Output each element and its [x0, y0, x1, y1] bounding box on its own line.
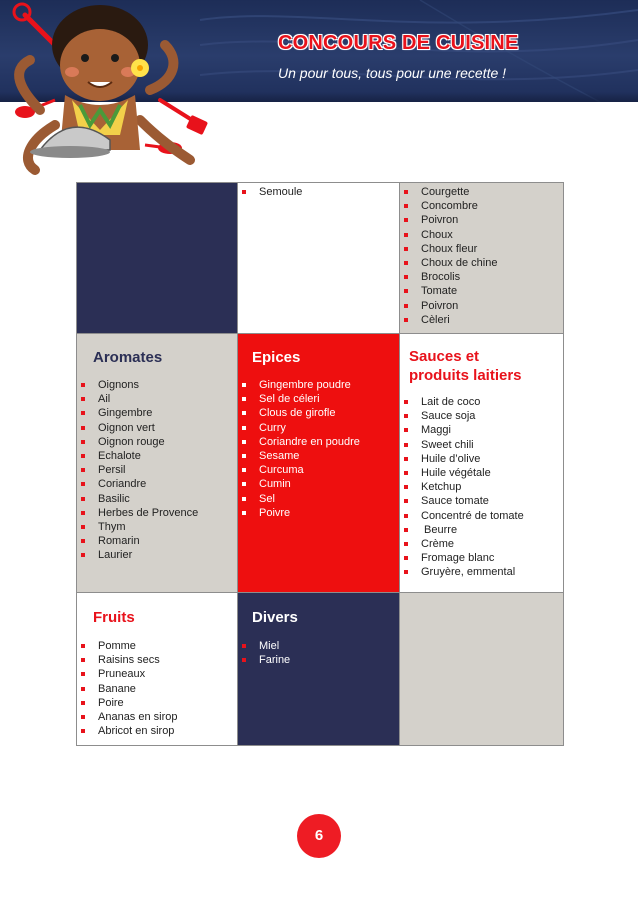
list-item: Banane [77, 682, 237, 696]
list-item: Tomate [400, 284, 563, 298]
grid-cell-sauces [400, 334, 564, 593]
list-item: Oignon vert [77, 421, 237, 435]
table-row [77, 334, 564, 593]
list-item: Concombre [400, 199, 563, 213]
list-item: Gruyère, emmental [400, 565, 563, 579]
list-item: Farine [238, 653, 399, 667]
list-item: Sel [238, 492, 399, 506]
list-item: Lait de coco [400, 395, 563, 409]
list-item: Coriandre en poudre [238, 435, 399, 449]
list-item: Pruneaux [77, 667, 237, 681]
list-item: Sauce soja [400, 409, 563, 423]
list-item: Sesame [238, 449, 399, 463]
grid-cell-empty [400, 593, 564, 746]
list-item: Poivron [400, 213, 563, 227]
list-item: Semoule [238, 185, 399, 199]
list-item: Fromage blanc [400, 551, 563, 565]
list-aromates [77, 367, 237, 563]
list-item: Poivre [238, 506, 399, 520]
grid-cell-divers [238, 593, 400, 746]
section-title-line: produits laitiers [409, 367, 522, 384]
list-item: Concentré de tomate [400, 509, 563, 523]
list-item: Abricot en sirop [77, 724, 237, 738]
section-title-epices: Epices [252, 349, 301, 366]
list-item: Miel [238, 639, 399, 653]
list-item: Oignons [77, 378, 237, 392]
list-item: Ail [77, 392, 237, 406]
list-item: Choux fleur [400, 242, 563, 256]
list-item: Huile d’olive [400, 452, 563, 466]
list-legumes-continued [400, 183, 563, 327]
list-item: Laurier [77, 548, 237, 562]
mascot-chef-illustration [0, 0, 215, 182]
list-item: Ananas en sirop [77, 710, 237, 724]
list-item: Clous de girofle [238, 406, 399, 420]
page-subtitle: Un pour tous, tous pour une recette ! [278, 65, 507, 81]
table-row [77, 183, 564, 334]
list-item: Curcuma [238, 463, 399, 477]
grid-cell-cereales-continued [238, 183, 400, 334]
list-divers [238, 627, 399, 667]
list-item: Raisins secs [77, 653, 237, 667]
page-number-badge: 6 [297, 814, 341, 858]
list-item: Beurre [400, 523, 563, 537]
list-fruits [77, 627, 237, 738]
list-item: Sweet chili [400, 438, 563, 452]
list-item: Crème [400, 537, 563, 551]
list-item: Cèleri [400, 313, 563, 327]
list-item: Ketchup [400, 480, 563, 494]
section-title-fruits: Fruits [93, 609, 135, 626]
list-item: Sauce tomate [400, 494, 563, 508]
list-cereales-continued [238, 183, 399, 199]
list-sauces [400, 385, 563, 580]
section-title-sauces [400, 334, 563, 385]
list-item: Persil [77, 463, 237, 477]
list-item: Romarin [77, 534, 237, 548]
list-item: Basilic [77, 492, 237, 506]
list-item: Poire [77, 696, 237, 710]
list-item: Poivron [400, 299, 563, 313]
list-item: Gingembre [77, 406, 237, 420]
grid-cell-aromates [77, 334, 238, 593]
list-item: Courgette [400, 185, 563, 199]
list-item: Choux [400, 228, 563, 242]
table-row [77, 593, 564, 746]
list-epices [238, 367, 399, 520]
list-item: Oignon rouge [77, 435, 237, 449]
list-item: Thym [77, 520, 237, 534]
list-item: Echalote [77, 449, 237, 463]
list-item: Curry [238, 421, 399, 435]
list-item: Herbes de Provence [77, 506, 237, 520]
section-title-line: Sauces et [409, 348, 480, 365]
list-item: Choux de chine [400, 256, 563, 270]
list-item: Cumin [238, 477, 399, 491]
page-title: CONCOURS DE CUISINE [278, 32, 519, 54]
grid-cell-fruits [77, 593, 238, 746]
section-title-divers: Divers [252, 609, 298, 626]
list-item: Gingembre poudre [238, 378, 399, 392]
list-item: Pomme [77, 639, 237, 653]
grid-cell-empty [77, 183, 238, 334]
list-item: Huile végétale [400, 466, 563, 480]
list-item: Brocolis [400, 270, 563, 284]
section-title-aromates: Aromates [93, 349, 163, 366]
grid-cell-legumes-continued [400, 183, 564, 334]
list-item: Maggi [400, 423, 563, 437]
grid-cell-epices [238, 334, 400, 593]
list-item: Coriandre [77, 477, 237, 491]
ingredients-table [76, 182, 564, 746]
list-item: Sel de céleri [238, 392, 399, 406]
